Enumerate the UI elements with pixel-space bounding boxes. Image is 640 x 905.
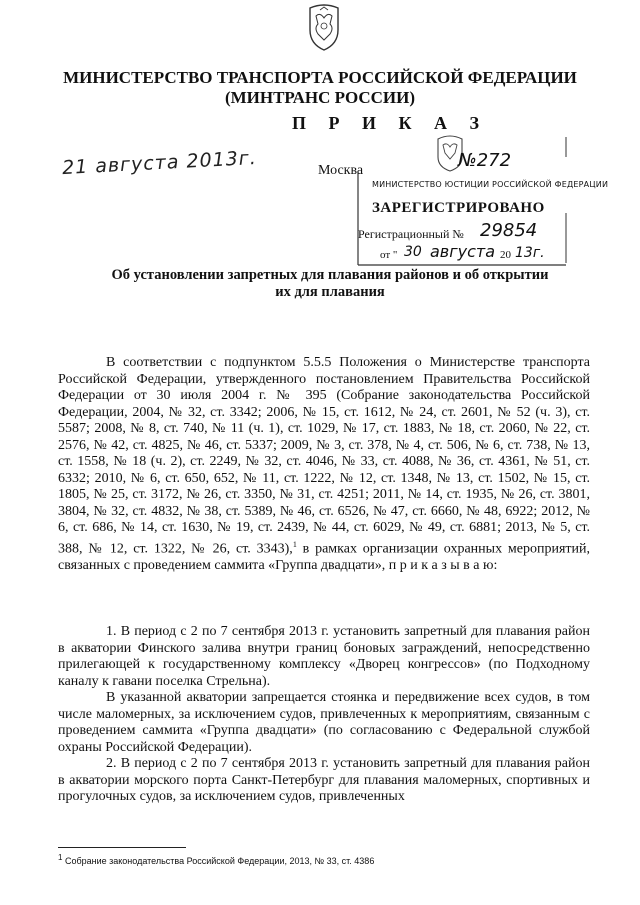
footnote-text: Собрание законодательства Российской Федерации, 2013, № 33, ст. 4386 <box>62 856 375 866</box>
footnote <box>58 853 374 866</box>
stamp-organization: МИНИСТЕРСТВО ЮСТИЦИИ РОССИЙСКОЙ ФЕДЕРАЦИИ <box>372 180 609 189</box>
order-title-line1: Об установлении запретных для плавания районов и об открытии <box>111 267 549 283</box>
ministry-name: МИНИСТЕРСТВО ТРАНСПОРТА РОССИЙСКОЙ ФЕДЕРАЦИИ <box>63 68 577 87</box>
document-type-heading: П Р И К А З <box>292 113 489 133</box>
stamp-reg-label: Регистрационный № <box>358 227 464 241</box>
city-label: Москва <box>318 163 364 178</box>
stamp-year-suffix: 13г. <box>515 245 545 261</box>
ministry-short-name: (МИНТРАНС РОССИИ) <box>224 88 416 107</box>
preamble-text: В соответствии с подпунктом 5.5.5 Положения о Министерстве транспорта Российской Федерации, утвержденного постановлением Правительства Российской Федерации от 30 июля 2004 г. № 395 (Собрание законодательства Российской Федерации, 2004, № 32, ст. 3342; 2006, № 15, ст. 1612, № 24, ст. 2601, № 52 (ч. 3), ст. 5587; 2008, № 8, ст. 740, № 11 (ч. 1), ст. 1029, № 17, ст. 1883, № 18, ст. 2060, № 22, ст. 2576, № 42, ст. 4825, № 46, ст. 5337; 2009, № 3, ст. 378, № 4, ст. 506, № 6, ст. 738, № 13, ст. 1558, № 18 (ч. 2), ст. 2249, № 32, ст. 4046, № 33, ст. 4088, № 36, ст. 4361, № 51, ст. 6332; 2010, № 6, ст. 650, 652, № 11, ст. 1222, № 12, ст. 1348, № 13, ст. 1502, № 15, ст. 1805, № 25, ст. 3172, № 26, ст. 3350, № 31, ст. 4251; 2011, № 14, ст. 1935, № 26, ст. 3801, 3804, № 32, ст. 4832, № 38, ст. 5389, № 46, ст. 6526, № 47, ст. 6660, № 48, 6922; 2012, № 6, ст. 686, № 14, ст. 1630, № 19, ст. 2439, № 44, ст. 6029, № 49, ст. 6881; 2013, № 5, ст. 388, № 12, ст. 1322, № 26, ст. 3343), <box>58 355 590 557</box>
stamp-day: 30 <box>404 244 422 260</box>
item-1-text: 1. В период с 2 по 7 сентября 2013 г. установить запретный для плавания район в акватории Финского залива внутри границ боновых заграждений, непосредственно прилегающей к государственному комплексу «Дворец конгрессов» (по Подходному каналу к гавани поселка Стрельна). <box>58 624 590 689</box>
footnote-divider <box>58 847 186 848</box>
item-2-text: 2. В период с 2 по 7 сентября 2013 г. установить запретный для плавания район в акватории морского порта Санкт-Петербург для плавания маломерных, спортивных и прогулочных судов, за исключением судов, привлеченных <box>58 756 590 804</box>
stamp-reg-number: 29854 <box>480 220 538 241</box>
coat-of-arms-emblem <box>304 2 344 52</box>
footnote-mark: 1 <box>58 853 63 862</box>
stamp-year-prefix: 20 <box>500 249 511 261</box>
preamble-tail: в рамках организации охранных мероприятий, связанных с проведением саммита «Группа двадцати», п р и к а з ы в а ю: <box>58 541 590 573</box>
item-1-continuation: В указанной акватории запрещается стоянка и передвижение всех судов, в том числе маломерных, за исключением судов, привлеченных к мероприятиям, связанным с проведением саммита «Группа двадцати» (по согласованию с Федеральной службой охраны Российской Федерации). <box>58 690 590 755</box>
item-1-paragraph <box>58 624 590 806</box>
order-title-line2: их для плавания <box>275 284 385 300</box>
stamp-from-label: от " <box>380 249 398 261</box>
preamble-paragraph <box>58 355 590 574</box>
handwritten-date: 21 августа 2013г. <box>61 146 258 180</box>
stamp-status: ЗАРЕГИСТРИРОВАНО <box>372 200 545 216</box>
footnote-reference: 1 <box>292 539 297 549</box>
stamp-month: августа <box>430 242 496 261</box>
stamp-order-number: №272 <box>458 150 512 171</box>
